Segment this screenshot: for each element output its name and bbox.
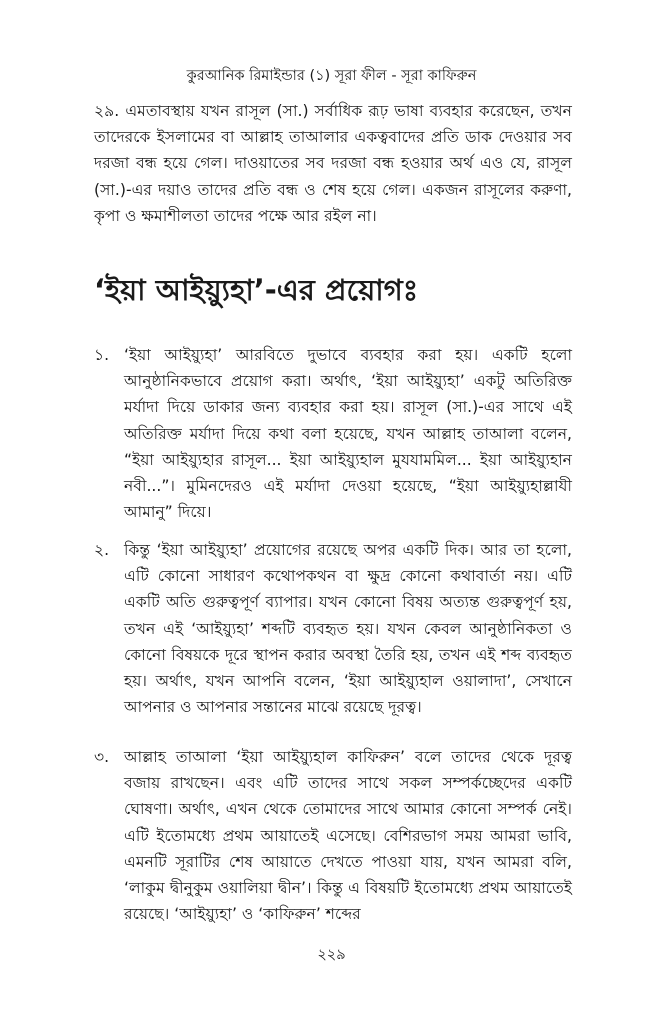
list-item-number: ১.: [94, 346, 110, 364]
section-heading: ‘ইয়া আইয়্যুহা’-এর প্রয়োগঃ: [94, 273, 419, 307]
intro-body: এমতাবস্থায় যখন রাসূল (সা.) সর্বাধিক রূঢ় ভাষা ব্যবহার করেছেন, তখন তাদেরকে ইসলামের বা আল্লাহ তাআলার একত্ববাদের প্রতি ডাক দেওয়ার সব দরজা বন্ধ হয়ে গেল। দাওয়াতের সব দরজা বন্ধ হওয়ার অর্থ এও যে, রাসূল (সা.)-এর দয়াও তাদের প্রতি বন্ধ ও শেষ হয়ে গেল। একজন রাসূলের করুণা, কৃপা ও ক্ষমাশীলতা তাদের পক্ষে আর রইল না।: [94, 102, 572, 225]
list-item: [94, 342, 572, 525]
list-item-number: ২.: [94, 541, 110, 559]
intro-text: [94, 98, 572, 229]
page-number: ২২৯: [317, 947, 346, 963]
running-header: কুরআনিক রিমাইন্ডার (১) সূরা ফীল - সূরা কাফিরুন: [186, 68, 477, 84]
intro-paragraph: [94, 98, 572, 229]
list-item-text: কিন্তু ‘ইয়া আইয়্যুহা’ প্রয়োগের রয়েছে অপর একটি দিক। আর তা হলো, এটি কোনো সাধারণ কথোপকথন বা ক্ষুদ্র কোনো কথাবার্তা নয়। এটি একটি অতি গুরুত্বপূর্ণ ব্যাপার। যখন কোনো বিষয় অত্যন্ত গুরুত্বপূর্ণ হয়, তখন এই ‘আইয়্যুহা’ শব্দটি ব্যবহৃত হয়। যখন কেবল আনুষ্ঠানিকতা ও কোনো বিষয়কে দূরে স্থাপন করার অবস্থা তৈরি হয়, তখন এই শব্দ ব্যবহৃত হয়। অর্থাৎ, যখন আপনি বলেন, ‘ইয়া আইয়্যুহাল ওয়ালাদা’, সেখানে আপনার ও আপনার সন্তানের মাঝে রয়েছে দূরত্ব।: [124, 541, 572, 717]
list-item: [94, 744, 572, 927]
intro-number: ২৯.: [94, 102, 120, 120]
list-item: [94, 537, 572, 720]
list-item-text: ‘ইয়া আইয়্যুহা’ আরবিতে দুভাবে ব্যবহার করা হয়। একটি হলো আনুষ্ঠানিকভাবে প্রয়োগ করা। অর্থাৎ, ‘ইয়া আইয়্যুহা’ একটু অতিরিক্ত মর্যাদা দিয়ে ডাকার জন্য ব্যবহার করা হয়। রাসূল (সা.)-এর সাথে এই অতিরিক্ত মর্যাদা দিয়ে কথা বলা হয়েছে, যখন আল্লাহ তাআলা বলেন, “ইয়া আইয়্যুহার রাসূল... ইয়া আইয়্যুহাল মুযযামমিল... ইয়া আইয়্যুহান নবী...”। মুমিনদেরও এই মর্যাদা দেওয়া হয়েছে, “ইয়া আইয়্যুহাল্লাযী আমানু” দিয়ে।: [124, 346, 572, 522]
list-item-number: ৩.: [94, 748, 110, 766]
list-item-text: আল্লাহ তাআলা ‘ইয়া আইয়্যুহাল কাফিরুন’ বলে তাদের থেকে দূরত্ব বজায় রাখছেন। এবং এটি তাদের সাথে সকল সম্পর্কচ্ছেদের একটি ঘোষণা। অর্থাৎ, এখন থেকে তোমাদের সাথে আমার কোনো সম্পর্ক নেই। এটি ইতোমধ্যে প্রথম আয়াতেই এসেছে। বেশিরভাগ সময় আমরা ভাবি, এমনটি সূরাটির শেষ আয়াতে দেখতে পাওয়া যায়, যখন আমরা বলি, ‘লাকুম দ্বীনুকুম ওয়ালিয়া দ্বীন’। কিন্তু এ বিষয়টি ইতোমধ্যে প্রথম আয়াতেই রয়েছে। ‘আইয়্যুহা’ ও ‘কাফিরুন’ শব্দের: [124, 748, 572, 924]
